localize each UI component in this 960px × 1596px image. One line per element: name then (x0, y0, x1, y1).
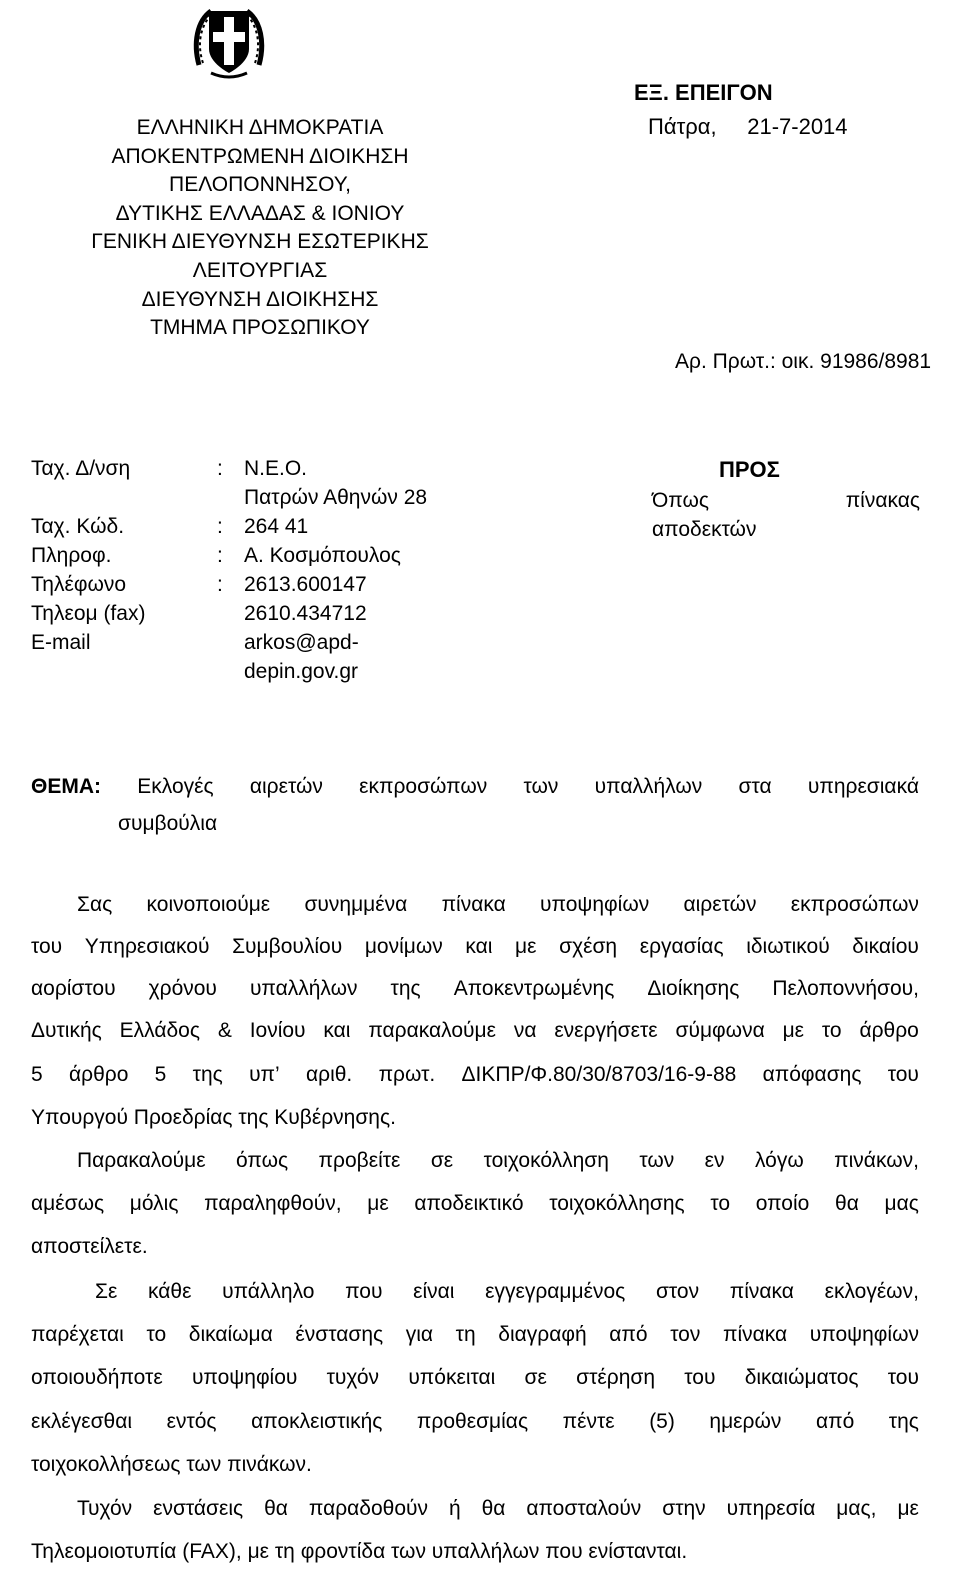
body-word: συνημμένα (304, 893, 408, 916)
body-word: πίνακα (722, 1323, 788, 1346)
contact-value: 2610.434712 (244, 602, 367, 625)
body-word: δικαιώματος (744, 1366, 859, 1389)
body-word: οποίο (755, 1192, 810, 1215)
body-word: του (887, 1366, 919, 1389)
body-word: το (146, 1323, 167, 1346)
issuer-line: ΔΥΤΙΚΗΣ ΕΛΛΑΔΑΣ & ΙΟΝΙΟΥ (115, 201, 405, 225)
contact-colon: : (217, 573, 223, 596)
body-word: Δυτικής (31, 1019, 102, 1042)
body-word: Διοίκησης (647, 977, 740, 1000)
body-line (31, 1192, 919, 1216)
body-word: παραδοθούν (308, 1497, 429, 1520)
body-word: σε (524, 1366, 547, 1389)
body-word: χρόνου (148, 977, 217, 1000)
body-word: απόφασης (762, 1063, 862, 1086)
body-word: μας (884, 1192, 919, 1215)
body-line (31, 1019, 919, 1043)
body-word: με (367, 1192, 389, 1215)
body-word: του (887, 1063, 919, 1086)
body-word: του (684, 1366, 716, 1389)
body-line (31, 935, 919, 959)
contact-row (31, 515, 491, 544)
subject-word: υπηρεσιακά (807, 775, 919, 798)
body-word: άρθρο (859, 1019, 919, 1042)
subject-continuation: συμβούλια (118, 812, 218, 835)
body-word: με (782, 1019, 805, 1042)
body-word: το (821, 1019, 842, 1042)
contact-row (31, 486, 491, 515)
contact-email[interactable]: arkos@apd- (244, 631, 359, 654)
subject-word: στα (738, 775, 772, 798)
body-word: στέρηση (576, 1366, 656, 1389)
contact-row (31, 631, 491, 660)
body-word: των (639, 1149, 675, 1172)
body-word: οποιουδήποτε (31, 1366, 163, 1389)
place-date (648, 114, 848, 140)
body-word: Πελοποννήσου, (772, 977, 919, 1000)
issuer-line: ΔΙΕΥΘΥΝΣΗ ΔΙΟΙΚΗΣΗΣ (141, 287, 379, 311)
body-word: τοιχοκόλληση (483, 1149, 609, 1172)
body-word: και (323, 1019, 351, 1042)
body-word: Συμβουλίου (232, 935, 343, 958)
body-word: που (345, 1280, 383, 1303)
body-word: λόγω (754, 1149, 804, 1172)
body-word: υπ’ (249, 1063, 280, 1086)
body-word: υπηρεσία (726, 1497, 816, 1520)
contact-value: 264 41 (244, 515, 309, 538)
body-line (77, 1497, 919, 1521)
body-word: (5) (649, 1410, 675, 1433)
contact-email[interactable]: depin.gov.gr (244, 660, 359, 683)
body-word: πίνακα (729, 1280, 794, 1303)
body-word: της (390, 977, 421, 1000)
body-word: αποδεικτικό (414, 1192, 524, 1215)
recipient-heading: ΠΡΟΣ (719, 457, 780, 482)
body-line (31, 1453, 919, 1477)
body-word: το (710, 1192, 731, 1215)
body-line (31, 1540, 919, 1564)
body-word: της (888, 1410, 919, 1433)
body-word: του (31, 935, 63, 958)
issuer-line: ΕΛΛΗΝΙΚΗ ΔΗΜΟΚΡΑΤΙΑ (136, 116, 384, 139)
body-word: δικαίωμα (188, 1323, 273, 1346)
body-word: διαγραφή (498, 1323, 587, 1346)
issuer-line: ΤΜΗΜΑ ΠΡΟΣΩΠΙΚΟΥ (150, 316, 370, 340)
body-word: πρωτ. (378, 1063, 436, 1086)
recipient-block (652, 486, 920, 544)
body-word: ενστάσεις (153, 1497, 244, 1520)
body-word: τυχόν (326, 1366, 380, 1389)
contact-label: Πληροφ. (31, 544, 112, 567)
body-word: να (513, 1019, 537, 1042)
subject-word: αιρετών (249, 775, 323, 798)
contact-row (31, 544, 491, 573)
urgency-label: ΕΞ. ΕΠΕΙΓΟΝ (634, 80, 773, 105)
body-word: 5 (154, 1063, 167, 1086)
body-word: εκλογέων, (824, 1280, 919, 1303)
body-word: Τηλεομοιοτυπία (FAX), με τη φροντίδα των υπαλλήλων που ενίστανται. (31, 1540, 688, 1563)
contact-row (31, 602, 491, 631)
protocol-number: Αρ. Πρωτ.: οικ. 91986/8981 (675, 350, 932, 373)
body-word: ένστασης (295, 1323, 384, 1346)
body-line (31, 1323, 919, 1347)
body-word: ενεργήσετε (554, 1019, 658, 1042)
body-word: παρέχεται (31, 1323, 124, 1346)
recipient-word: πίνακας (845, 489, 920, 512)
body-line (31, 1366, 919, 1390)
contact-label: E-mail (31, 631, 91, 654)
body-word: τοιχοκολλήσεως των πινάκων. (31, 1453, 312, 1476)
body-word: Σε (95, 1280, 118, 1303)
recipient-line (652, 486, 920, 515)
contact-row (31, 573, 491, 602)
body-word: πέντε (562, 1410, 615, 1433)
contact-row (31, 457, 491, 486)
body-word: εγγεγραμμένος (485, 1280, 626, 1303)
body-word: με (515, 935, 537, 958)
body-word: κοινοποιούμε (146, 893, 271, 916)
recipient-word: Όπως (652, 489, 709, 512)
body-word: εκλέγεσθαι (31, 1410, 133, 1433)
body-word: ιδιωτικού (746, 935, 830, 958)
subject-label: ΘΕΜΑ: (31, 775, 101, 798)
contact-colon: : (217, 515, 223, 538)
body-line (95, 1280, 919, 1304)
body-line (31, 1063, 919, 1087)
body-word: υποψηφίων (540, 893, 650, 916)
body-word: από (609, 1323, 648, 1346)
place: Πάτρα, (648, 114, 717, 139)
contact-colon: : (217, 457, 223, 480)
body-word: αμέσως (31, 1192, 105, 1215)
body-word: πίνακα (441, 893, 506, 916)
issuer-line: ΛΕΙΤΟΥΡΓΙΑΣ (192, 258, 328, 282)
body-word: υπαλλήλων (249, 977, 358, 1000)
body-word: αποσταλούν (526, 1497, 642, 1520)
body-line (31, 977, 919, 1001)
body-word: κάθε (148, 1280, 192, 1303)
body-word: στην (662, 1497, 706, 1520)
body-word: δικαίου (852, 935, 919, 958)
body-line (31, 1235, 919, 1259)
body-word: αποκλειστικής (251, 1410, 383, 1433)
contact-colon: : (217, 544, 223, 567)
body-word: παραληφθούν, (204, 1192, 342, 1215)
body-word: Σας (77, 893, 113, 916)
body-word: αριθ. (306, 1063, 353, 1086)
body-word: της (192, 1063, 223, 1086)
subject-word: εκπροσώπων (359, 775, 488, 798)
body-line (77, 1149, 919, 1173)
body-word: εν (704, 1149, 725, 1172)
contact-value: Πατρών Αθηνών 28 (244, 486, 428, 509)
contact-value: Α. Κοσμόπουλος (244, 544, 401, 567)
body-word: Τυχόν (77, 1497, 133, 1520)
body-word: Αποκεντρωμένης (453, 977, 615, 1000)
body-word: σε (430, 1149, 454, 1172)
body-word: Ελλάδος (119, 1019, 200, 1042)
body-word: εργασίας (639, 935, 724, 958)
body-word: από (815, 1410, 855, 1433)
body-word: όπως (236, 1149, 289, 1172)
subject-word: των (523, 775, 559, 798)
body-word: εντός (166, 1410, 217, 1433)
issuer-block (60, 114, 460, 343)
body-word: θα (481, 1497, 506, 1520)
body-word: στον (655, 1280, 700, 1303)
body-word: υπόκειται (408, 1366, 496, 1389)
issuer-line: ΓΕΝΙΚΗ ΔΙΕΥΘΥΝΣΗ ΕΣΩΤΕΡΙΚΗΣ (91, 230, 429, 254)
coat-of-arms-emblem (191, 3, 267, 79)
body-word: υποψηφίων (809, 1323, 919, 1346)
body-word: τον (670, 1323, 701, 1346)
body-word: αορίστου (31, 977, 116, 1000)
body-word: προβείτε (318, 1149, 401, 1172)
subject-word: υπαλλήλων (594, 775, 703, 798)
contact-label: Τηλέφωνο (31, 573, 127, 596)
contact-value: 2613.600147 (244, 573, 367, 596)
body-word: άρθρο (68, 1063, 129, 1086)
body-word: ημερών (709, 1410, 782, 1433)
body-word: πινάκων, (834, 1149, 919, 1172)
contact-label: Ταχ. Δ/νση (31, 457, 131, 480)
body-line (77, 893, 919, 917)
issuer-line: ΑΠΟΚΕΝΤΡΩΜΕΝΗ ΔΙΟΙΚΗΣΗ (111, 144, 409, 168)
body-word: ή (448, 1497, 461, 1520)
body-line (31, 1410, 919, 1434)
body-word: Παρακαλούμε (77, 1149, 206, 1172)
contact-row (31, 660, 491, 689)
body-word: σύμφωνα (675, 1019, 765, 1042)
subject-line (31, 775, 919, 799)
body-word: παρακαλούμε (368, 1019, 496, 1042)
body-line (31, 1106, 919, 1130)
body-word: εκπροσώπων (790, 893, 919, 916)
body-word: προθεσμίας (416, 1410, 529, 1433)
body-word: θα (264, 1497, 288, 1520)
body-word: μόλις (129, 1192, 179, 1215)
contact-label: Τηλεομ (fax) (31, 602, 146, 625)
issuer-line: ΠΕΛΟΠΟΝΝΗΣΟΥ, (169, 173, 351, 197)
body-word: με (897, 1497, 919, 1520)
body-word: σχέση (559, 935, 618, 958)
body-word: Υπηρεσιακού (84, 935, 210, 958)
contact-label: Ταχ. Κώδ. (31, 515, 125, 538)
body-word: 5 (31, 1063, 43, 1086)
body-word: αιρετών (683, 893, 757, 916)
body-word: ΔΙΚΠΡ/Φ.80/30/8703/16-9-88 (461, 1063, 737, 1086)
body-word: μονίμων (364, 935, 443, 958)
body-word: για (405, 1323, 434, 1346)
contact-value: Ν.Ε.Ο. (244, 457, 308, 480)
body-word: Υπουργού Προεδρίας της Κυβέρνησης. (31, 1106, 396, 1129)
body-word: θα (835, 1192, 859, 1215)
body-word: & (217, 1019, 232, 1042)
body-word: τη (455, 1323, 476, 1346)
body-word: υπάλληλο (222, 1280, 315, 1303)
subject-word: Εκλογές (137, 775, 214, 798)
body-word: Ιονίου (249, 1019, 306, 1042)
body-word: υποψηφίου (191, 1366, 298, 1389)
date: 21-7-2014 (747, 114, 848, 139)
recipient-line: αποδεκτών (652, 518, 757, 541)
body-word: αποστείλετε. (31, 1235, 148, 1258)
body-word: μας, (836, 1497, 877, 1520)
body-word: τοιχοκόλλησης (549, 1192, 685, 1215)
body-word: και (465, 935, 493, 958)
body-word: είναι (413, 1280, 455, 1303)
